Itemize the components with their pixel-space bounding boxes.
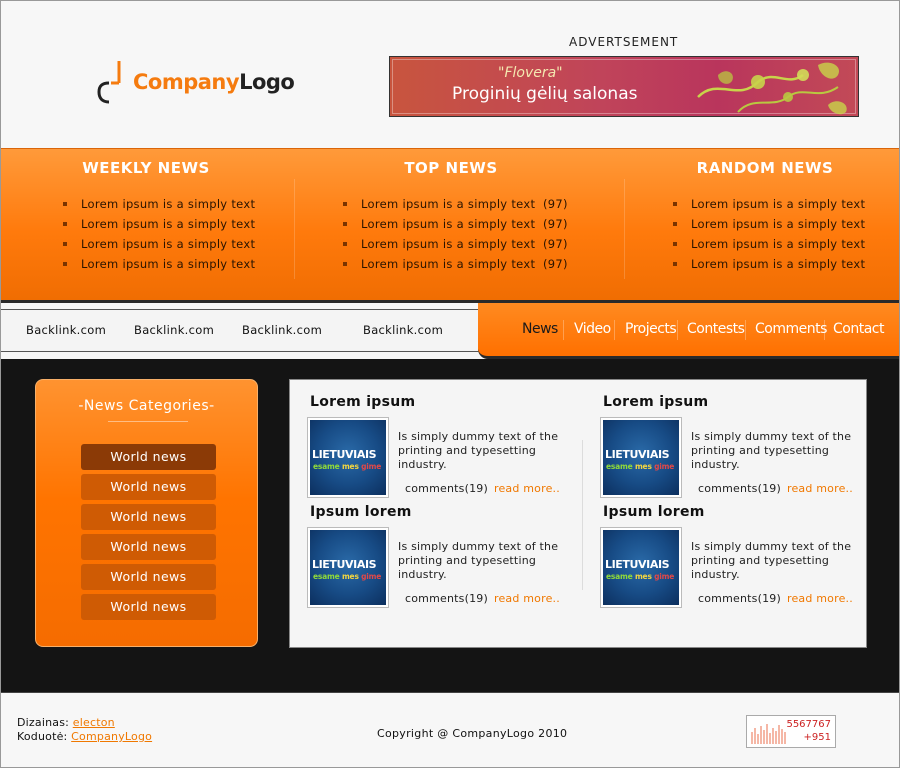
article-body: Is simply dummy text of the printing and typesetting industry. xyxy=(398,540,559,581)
lietuviais-image xyxy=(310,420,386,495)
top-news-column xyxy=(301,149,601,299)
news-categories-panel xyxy=(35,379,258,647)
nav-divider xyxy=(677,320,678,340)
ad-line1: "Flovera" xyxy=(498,65,563,81)
random-news-column xyxy=(631,149,899,299)
articles-panel xyxy=(289,379,867,648)
comments-link[interactable]: comments(19) xyxy=(405,592,488,605)
thumb-title: LIETUVIAIS xyxy=(312,558,377,571)
weekly-news-column xyxy=(1,149,291,299)
nav-divider xyxy=(614,320,615,340)
article-card xyxy=(583,490,853,605)
nav-contact[interactable]: Contact xyxy=(833,321,884,337)
article-card xyxy=(583,380,853,495)
main-content xyxy=(1,359,899,692)
read-more-link[interactable]: read more.. xyxy=(786,482,853,495)
header xyxy=(1,1,899,148)
article-body: Is simply dummy text of the printing and typesetting industry. xyxy=(398,430,559,471)
top-news-title: TOP NEWS xyxy=(404,159,498,177)
comment-count: (97) xyxy=(543,197,568,211)
news-text: Lorem ipsum is a simply text xyxy=(361,257,536,271)
comments-link[interactable]: comments(19) xyxy=(698,482,781,495)
backlink-bar xyxy=(1,309,479,352)
nav-divider xyxy=(824,320,825,340)
article-meta xyxy=(405,592,560,605)
design-credit xyxy=(17,716,152,730)
backlink[interactable]: Backlink.com xyxy=(363,323,444,337)
list-item[interactable]: Lorem ipsum is a simply text xyxy=(673,236,865,256)
list-item[interactable] xyxy=(343,196,568,216)
article-title[interactable]: Ipsum lorem xyxy=(310,504,412,520)
article-title[interactable]: Lorem ipsum xyxy=(310,394,416,410)
counter-graph-icon xyxy=(751,722,787,744)
news-band xyxy=(1,148,899,303)
thumb-subtitle: esame mes gime xyxy=(606,462,675,471)
thumb-title: LIETUVIAIS xyxy=(605,448,670,461)
logo-text xyxy=(133,70,294,94)
counter-total: 5567767 xyxy=(786,719,831,730)
lietuviais-image xyxy=(310,530,386,605)
random-news-title: RANDOM NEWS xyxy=(696,159,834,177)
category-item-world-news[interactable]: World news xyxy=(81,594,216,620)
article-thumbnail[interactable] xyxy=(600,417,682,498)
thumb-subtitle: esame mes gime xyxy=(313,462,382,471)
nav-projects[interactable]: Projects xyxy=(625,321,677,337)
visit-counter[interactable] xyxy=(746,715,836,748)
backlink[interactable]: Backlink.com xyxy=(134,323,215,337)
category-item-world-news[interactable]: World news xyxy=(81,474,216,500)
read-more-link[interactable]: read more.. xyxy=(493,592,560,605)
backlink[interactable]: Backlink.com xyxy=(242,323,323,337)
list-item[interactable]: Lorem ipsum is a simply text xyxy=(63,196,255,216)
article-card xyxy=(290,380,560,495)
comment-count: (97) xyxy=(543,217,568,231)
thumb-title: LIETUVIAIS xyxy=(605,558,670,571)
top-news-list xyxy=(343,196,568,276)
nav-divider xyxy=(563,320,564,340)
article-thumbnail[interactable] xyxy=(307,417,389,498)
read-more-link[interactable]: read more.. xyxy=(786,592,853,605)
article-thumbnail[interactable] xyxy=(307,527,389,608)
article-thumbnail[interactable] xyxy=(600,527,682,608)
list-item[interactable]: Lorem ipsum is a simply text xyxy=(63,256,255,276)
logo-text-part1: Company xyxy=(133,70,240,94)
list-item[interactable]: Lorem ipsum is a simply text xyxy=(673,256,865,276)
code-label: Koduotė: xyxy=(17,730,68,743)
logo-mark-icon xyxy=(97,59,127,105)
article-title[interactable]: Lorem ipsum xyxy=(603,394,709,410)
lietuviais-image xyxy=(603,530,679,605)
code-credit xyxy=(17,730,152,744)
counter-values xyxy=(786,718,831,744)
article-body: Is simply dummy text of the printing and typesetting industry. xyxy=(691,540,852,581)
code-link[interactable]: CompanyLogo xyxy=(71,730,153,743)
column-divider xyxy=(624,179,625,279)
logo-text-part2: Logo xyxy=(239,70,295,94)
list-item[interactable]: Lorem ipsum is a simply text xyxy=(63,236,255,256)
article-body: Is simply dummy text of the printing and typesetting industry. xyxy=(691,430,852,471)
weekly-news-list xyxy=(63,196,255,276)
read-more-link[interactable]: read more.. xyxy=(493,482,560,495)
category-item-world-news[interactable]: World news xyxy=(81,504,216,530)
lietuviais-image xyxy=(603,420,679,495)
list-item[interactable]: Lorem ipsum is a simply text xyxy=(63,216,255,236)
list-item[interactable]: Lorem ipsum is a simply text xyxy=(673,196,865,216)
category-item-world-news[interactable]: World news xyxy=(81,564,216,590)
thumb-subtitle: esame mes gime xyxy=(313,572,382,581)
advertisement-label: ADVERTSEMENT xyxy=(569,35,679,49)
design-label: Dizainas: xyxy=(17,716,70,729)
ad-line2: Proginių gėlių salonas xyxy=(452,84,638,104)
category-item-world-news[interactable]: World news xyxy=(81,444,216,470)
weekly-news-title: WEEKLY NEWS xyxy=(82,159,210,177)
categories-title: -News Categories- xyxy=(78,398,215,414)
comment-count: (97) xyxy=(543,257,568,271)
ad-banner[interactable] xyxy=(389,56,859,117)
comments-link[interactable]: comments(19) xyxy=(405,482,488,495)
list-item[interactable] xyxy=(343,236,568,256)
news-text: Lorem ipsum is a simply text xyxy=(361,237,536,251)
news-text: Lorem ipsum is a simply text xyxy=(361,217,536,231)
news-text: Lorem ipsum is a simply text xyxy=(361,197,536,211)
flower-ornament-icon xyxy=(678,57,858,117)
nav-comments[interactable]: Comments xyxy=(755,321,827,337)
title-underline xyxy=(108,421,188,422)
comments-link[interactable]: comments(19) xyxy=(698,592,781,605)
category-item-world-news[interactable]: World news xyxy=(81,534,216,560)
nav-contests[interactable]: Contests xyxy=(687,321,745,337)
article-title[interactable]: Ipsum lorem xyxy=(603,504,705,520)
comment-count: (97) xyxy=(543,237,568,251)
company-logo[interactable] xyxy=(97,59,294,105)
random-news-list xyxy=(673,196,865,276)
nav-video[interactable]: Video xyxy=(574,321,611,337)
footer-credits xyxy=(17,716,152,744)
column-divider xyxy=(294,179,295,279)
design-link[interactable]: electon xyxy=(72,716,115,729)
backlink[interactable]: Backlink.com xyxy=(26,323,107,337)
copyright: Copyright @ CompanyLogo 2010 xyxy=(377,727,568,740)
article-meta xyxy=(698,592,853,605)
list-item[interactable] xyxy=(343,256,568,276)
article-card xyxy=(290,490,560,605)
nav-divider xyxy=(745,320,746,340)
footer xyxy=(1,692,899,767)
main-nav xyxy=(478,303,899,359)
nav-news[interactable]: News xyxy=(522,321,558,337)
thumb-title: LIETUVIAIS xyxy=(312,448,377,461)
list-item[interactable]: Lorem ipsum is a simply text xyxy=(673,216,865,236)
list-item[interactable] xyxy=(343,216,568,236)
thumb-subtitle: esame mes gime xyxy=(606,572,675,581)
counter-delta: +951 xyxy=(803,732,831,743)
